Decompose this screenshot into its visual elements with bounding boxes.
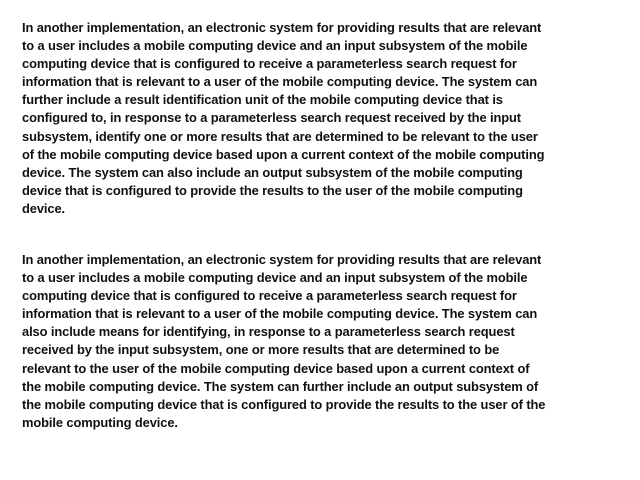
paragraph-1-line-4: information that is relevant to a user of the mobile computing device. The system can <box>22 74 538 90</box>
paragraph-2-line-1: In another implementation, an electronic system for providing results that are relevant <box>22 252 542 267</box>
paragraph-1-line-10: device that is configured to provide the results to the user of the mobile computing <box>22 182 523 198</box>
paragraph-2 <box>22 251 597 432</box>
paragraph-1-line-2: to a user includes a mobile computing device and an input subsystem of the mobile <box>22 38 528 54</box>
paragraph-1-line-9: device. The system can also include an output subsystem of the mobile computing <box>22 164 523 180</box>
paragraph-2-line-5: also include means for identifying, in response to a parameterless search request <box>22 324 515 340</box>
paragraph-2-line-2: to a user includes a mobile computing device and an input subsystem of the mobile <box>22 270 528 286</box>
paragraph-1-line-7: subsystem, identify one or more results that are determined to be relevant to the user <box>22 128 538 144</box>
paragraph-2-line-4: information that is relevant to a user of the mobile computing device. The system can <box>22 306 538 322</box>
paragraph-1-line-3: computing device that is configured to receive a parameterless search request for <box>22 56 517 72</box>
paragraph-2-line-8: the mobile computing device. The system can further include an output subsystem of <box>22 378 539 394</box>
paragraph-1-line-5: further include a result identification unit of the mobile computing device that is <box>22 92 503 108</box>
paragraph-1-line-11: device. <box>22 200 66 216</box>
paragraph-2-line-6: received by the input subsystem, one or more results that are determined to be <box>22 342 500 358</box>
paragraph-1-line-8: of the mobile computing device based upon a current context of the mobile computing <box>22 146 545 162</box>
paragraph-2-line-10: mobile computing device. <box>22 414 178 430</box>
paragraph-1 <box>22 19 597 218</box>
paragraph-2-line-9: the mobile computing device that is configured to provide the results to the user of the <box>22 396 546 412</box>
paragraph-2-line-7: relevant to the user of the mobile computing device based upon a current context of <box>22 360 530 376</box>
paragraph-1-line-1: In another implementation, an electronic system for providing results that are relevant <box>22 20 542 35</box>
paragraph-2-line-3: computing device that is configured to receive a parameterless search request for <box>22 288 517 304</box>
paragraph-1-line-6: configured to, in response to a parameterless search request received by the input <box>22 110 521 126</box>
